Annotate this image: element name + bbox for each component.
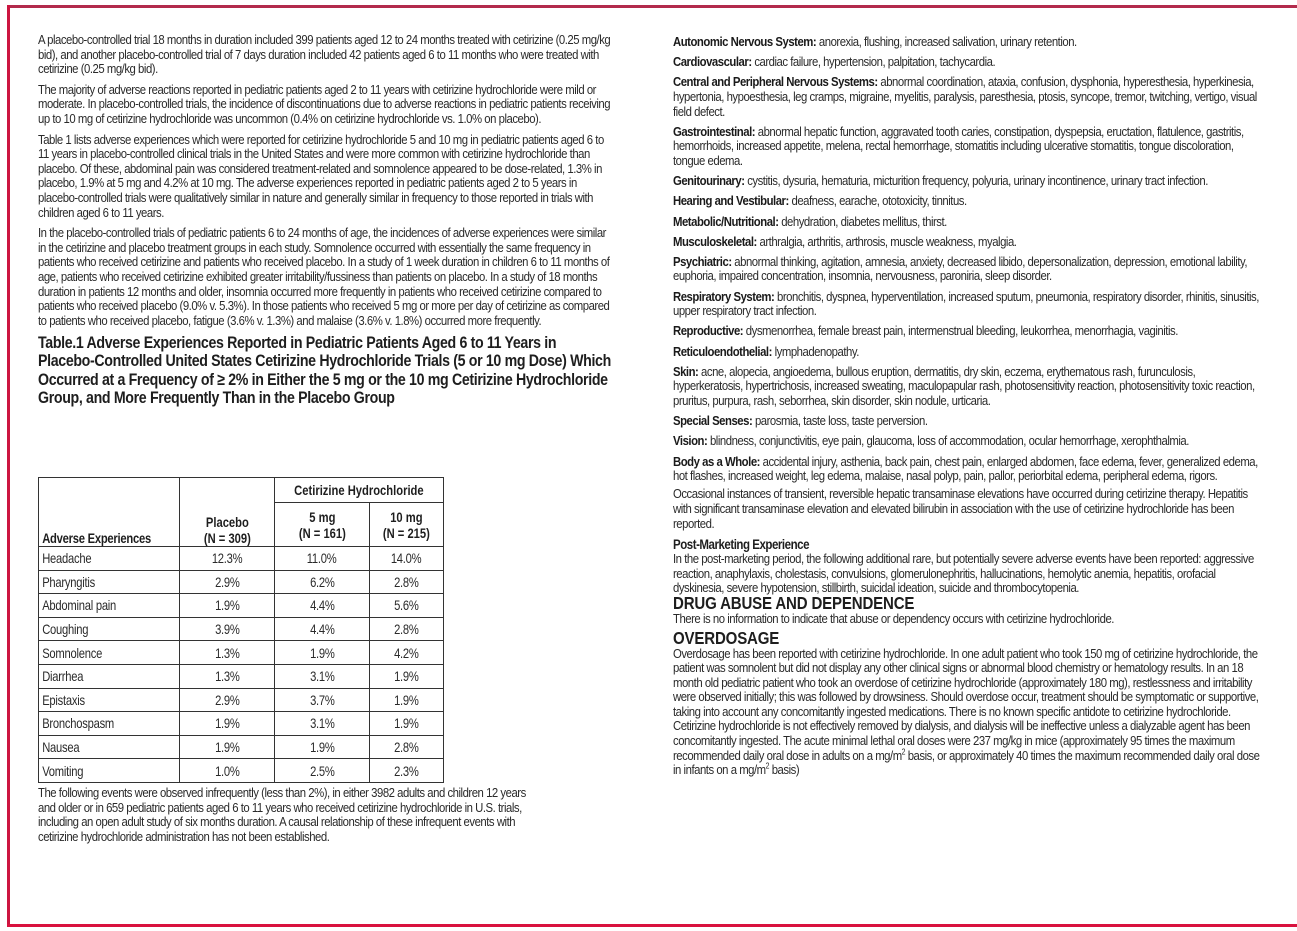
cell-placebo: 1.9%	[179, 712, 274, 736]
cell-5mg: 3.7%	[274, 688, 369, 712]
header-placebo: Placebo (N = 309)	[179, 478, 274, 547]
body-system-label: Body as a Whole:	[673, 453, 760, 469]
body-system-events: cystitis, dysuria, hematuria, micturition frequency, polyuria, urinary incontinence, urinary tract infection.	[744, 173, 1208, 189]
body-system-label: Special Senses:	[673, 413, 753, 429]
body-system-label: Gastrointestinal:	[673, 123, 756, 139]
cell-adverse-experience: Headache	[39, 547, 180, 571]
cell-5mg: 4.4%	[274, 617, 369, 641]
cell-5mg: 3.1%	[274, 712, 369, 736]
cell-5mg: 4.4%	[274, 594, 369, 618]
body-system-label: Reproductive:	[673, 323, 744, 339]
paragraph-table1-intro: Table 1 lists adverse experiences which were reported for cetirizine hydrochloride 5 and 10 mg in pediatric patients aged 6 to 11 years in placebo-controlled clinical trials in the United States and were more common with cetirizine hydrochloride than placebo. Of these, abdominal pain was considered treatment-related and somnolence appeared to be dose-related, 1.3% in placebo, 1.9% at 5 mg and 4.2% at 10 mg. The adverse experiences reported in pediatric patients aged 2 to 5 years in placebo-controlled trials were qualitatively similar in nature and generally similar in frequency to those reported in trials with children aged 6 to 11 years.	[38, 131, 604, 220]
cell-10mg: 1.9%	[369, 688, 443, 712]
body-system-events: abnormal coordination, ataxia, confusion, dysphonia, hyperesthesia, hyperkinesia, hypertonia, hypoesthesia, leg cramps, migraine, myelitis, paralysis, paresthesia, ptosis, syncope, tremor, twitching, vertigo, visual field defect.	[673, 74, 1257, 119]
cell-placebo: 1.3%	[179, 641, 274, 665]
table-row	[39, 759, 444, 783]
body-system-label: Hearing and Vestibular:	[673, 193, 789, 209]
table-row	[39, 712, 444, 736]
cell-10mg: 5.6%	[369, 594, 443, 618]
cell-placebo: 2.9%	[179, 570, 274, 594]
body-system-list	[673, 35, 1267, 484]
body-system-entry	[673, 434, 1267, 449]
cell-adverse-experience: Epistaxis	[39, 688, 180, 712]
body-system-label: Genitourinary:	[673, 173, 745, 189]
body-system-entry	[673, 75, 1267, 119]
cell-placebo: 1.0%	[179, 759, 274, 783]
body-system-label: Central and Peripheral Nervous Systems:	[673, 74, 878, 90]
post-marketing-heading: Post-Marketing Experience	[673, 537, 810, 553]
body-system-label: Metabolic/Nutritional:	[673, 213, 779, 229]
body-system-label: Musculoskeletal:	[673, 233, 757, 249]
table-row	[39, 547, 444, 571]
header-5mg: 5 mg (N = 161)	[274, 503, 369, 547]
infrequent-events-text: The following events were observed infrequently (less than 2%), in either 3982 adults and children 12 years and older or in 659 pediatric patients aged 6 to 11 years who received cetirizine hydrochloride in U.S. trials, including an open adult study of six months duration. A causal relationship of these infrequent events with cetirizine hydrochloride administration has not been established.	[38, 785, 526, 844]
body-system-entry	[673, 194, 1267, 209]
body-system-label: Skin:	[673, 363, 699, 379]
cell-10mg: 1.9%	[369, 712, 443, 736]
right-column	[673, 35, 1268, 784]
cell-adverse-experience: Coughing	[39, 617, 180, 641]
cell-5mg: 3.1%	[274, 664, 369, 688]
cell-5mg: 2.5%	[274, 759, 369, 783]
cell-placebo: 12.3%	[179, 547, 274, 571]
body-system-events: lymphadenopathy.	[771, 343, 859, 359]
table-row	[39, 594, 444, 618]
frame-left-border	[7, 5, 10, 927]
body-system-events: bronchitis, dyspnea, hyperventilation, increased sputum, pneumonia, respiratory disorder, rhinitis, sinusitis, upper respiratory tract infection.	[673, 288, 1259, 319]
cell-10mg: 2.3%	[369, 759, 443, 783]
body-system-events: abnormal hepatic function, aggravated tooth caries, constipation, dyspepsia, eructation, flatulence, gastritis, hemorrhoids, increased appetite, melena, rectal hemorrhage, stomatitis including ulcerative stomatitis, tongue discoloration, tongue edema.	[673, 123, 1244, 168]
cell-adverse-experience: Pharyngitis	[39, 570, 180, 594]
body-system-entry	[673, 255, 1267, 284]
cell-10mg: 2.8%	[369, 570, 443, 594]
body-system-label: Respiratory System:	[673, 288, 775, 304]
body-system-entry	[673, 125, 1267, 169]
overdosage-block	[673, 647, 1267, 778]
cell-5mg: 1.9%	[274, 641, 369, 665]
header-cetirizine-group: Cetirizine Hydrochloride	[274, 478, 443, 503]
table-row	[39, 688, 444, 712]
cell-adverse-experience: Vomiting	[39, 759, 180, 783]
body-system-label: Autonomic Nervous System:	[673, 34, 817, 49]
left-text-block	[38, 33, 612, 328]
cell-adverse-experience: Bronchospasm	[39, 712, 180, 736]
body-system-events: arthralgia, arthritis, arthrosis, muscle weakness, myalgia.	[756, 233, 1017, 249]
table-title: Table.1 Adverse Experiences Reported in Pediatric Patients Aged 6 to 11 Years in Placebo-Controlled United States Cetirizine Hydrochloride Trials (5 or 10 mg Dose) Which Occurred at a Frequency of ≥ 2% in Either the 5 mg or the 10 mg Cetirizine Hydrochloride Group, and More Frequently Than in the Placebo Group	[38, 334, 611, 407]
body-system-entry	[673, 324, 1267, 339]
table-row	[39, 641, 444, 665]
drug-abuse-block	[673, 612, 1267, 627]
overdosage-text: Overdosage has been reported with cetirizine hydrochloride. In one adult patient who took 150 mg of cetirizine hydrochloride, the patient was somnolent but did not display any other clinical signs or abnormal blood chemistry or hematology results. In an 18 month old pediatric patient who took an overdose of cetirizine hydrochloride (approximately 180 mg), restlessness and irritability were observed initially; this was followed by drowsiness. Should overdose occur, treatment should be symptomatic or supportive, taking into account any concomitantly ingested medications. There is no known specific antidote to cetirizine hydrochloride. Cetirizine hydrochloride is not effectively removed by dialysis, and dialysis will be ineffective unless a dialyzable agent has been concomitantly ingested. The acute minimal lethal oral doses were 237 mg/kg in mice (approximately 95 times the maximum recommended daily oral dose in adults on a $mg/m^2$ basis, or approximately 40 times the maximum recommended daily oral dose in infants on a $mg/m^2$ basis)	[673, 645, 1260, 778]
header-adverse-experiences: Adverse Experiences	[39, 478, 180, 547]
cell-10mg: 2.8%	[369, 617, 443, 641]
right-text-block	[673, 35, 1267, 596]
table-row	[39, 735, 444, 759]
cell-adverse-experience: Diarrhea	[39, 664, 180, 688]
table-row	[39, 664, 444, 688]
overdosage-heading: OVERDOSAGE	[673, 627, 780, 648]
cell-10mg: 2.8%	[369, 735, 443, 759]
paragraph-majority-mild: The majority of adverse reactions reported in pediatric patients aged 2 to 11 years with cetirizine hydrochloride were mild or moderate. In placebo-controlled trials, the incidence of discontinuations due to adverse reactions in pediatric patients receiving up to 10 mg of cetirizine hydrochloride was uncommon (0.4% on cetirizine hydrochloride vs. 1.0% on placebo).	[38, 81, 611, 126]
body-system-label: Vision:	[673, 433, 708, 449]
cell-adverse-experience: Abdominal pain	[39, 594, 180, 618]
body-system-events: acne, alopecia, angioedema, bullous eruption, dermatitis, dry skin, eczema, erythematous rash, furunculosis, hyperkeratosis, hypertrichosis, increased sweating, maculopapular rash, photosensitivity reaction, photosensitivity toxic reaction, pruritus, purpura, rash, seborrhea, skin disorder, skin nodule, urticaria.	[673, 363, 1255, 408]
drug-abuse-heading: DRUG ABUSE AND DEPENDENCE	[673, 592, 915, 613]
body-system-events: cardiac failure, hypertension, palpitation, tachycardia.	[751, 54, 996, 70]
body-system-label: Reticuloendothelial:	[673, 343, 772, 359]
left-column	[38, 32, 613, 844]
table-row	[39, 570, 444, 594]
body-system-entry	[673, 174, 1267, 189]
cell-5mg: 11.0%	[274, 547, 369, 571]
body-system-events: deafness, earache, ototoxicity, tinnitus.	[788, 193, 967, 209]
post-marketing-text: In the post-marketing period, the following additional rare, but potentially severe adverse events have been reported: aggressive reaction, anaphylaxis, cholestasis, convulsions, glomerulonephritis, hallucinations, hemolytic anemia, hepatitis, orofacial dyskinesia, severe hypotension, stillbirth, suicidal ideation, suicide and thrombocytopenia.	[673, 551, 1254, 596]
cell-placebo: 1.9%	[179, 735, 274, 759]
body-system-label: Psychiatric:	[673, 253, 732, 269]
cell-10mg: 4.2%	[369, 641, 443, 665]
body-system-events: blindness, conjunctivitis, eye pain, glaucoma, loss of accommodation, ocular hemorrhage, xerophthalmia.	[707, 433, 1189, 449]
body-system-entry	[673, 55, 1267, 70]
body-system-entry	[673, 235, 1267, 250]
body-system-events: dysmenorrhea, female breast pain, intermenstrual bleeding, leukorrhea, menorrhagia, vaginitis.	[743, 323, 1178, 339]
body-system-events: dehydration, diabetes mellitus, thirst.	[778, 213, 947, 229]
header-10mg: 10 mg (N = 215)	[369, 503, 443, 547]
body-system-label: Cardiovascular:	[673, 54, 752, 70]
cell-adverse-experience: Nausea	[39, 735, 180, 759]
frame-top-border	[8, 5, 1297, 8]
body-system-entry	[673, 290, 1267, 319]
cell-10mg: 14.0%	[369, 547, 443, 571]
hepatic-note: Occasional instances of transient, reversible hepatic transaminase elevations have occurred during cetirizine therapy. Hepatitis with significant transaminase elevation and elevated bilirubin in association with the use of cetirizine hydrochloride has been reported.	[673, 486, 1248, 531]
table-row	[39, 617, 444, 641]
body-system-events: accidental injury, asthenia, back pain, chest pain, enlarged abdomen, face edema, fever, generalized edema, hot flashes, increased weight, leg edema, malaise, nasal polyp, pain, pallor, periorbital edema, peripheral edema, rigors.	[673, 453, 1258, 484]
body-system-entry	[673, 414, 1267, 429]
paragraph-pediatric-trials: A placebo-controlled trial 18 months in duration included 399 patients aged 12 to 24 months treated with cetirizine (0.25 mg/kg bid), and another placebo-controlled trial of 7 days duration included 42 patients aged 6 to 11 months who were treated with cetirizine (0.25 mg/kg bid).	[38, 32, 611, 77]
body-system-events: parosmia, taste loss, taste perversion.	[752, 413, 928, 429]
cell-placebo: 3.9%	[179, 617, 274, 641]
body-system-entry	[673, 455, 1267, 484]
cell-5mg: 1.9%	[274, 735, 369, 759]
body-system-entry	[673, 345, 1267, 360]
cell-10mg: 1.9%	[369, 664, 443, 688]
body-system-entry	[673, 365, 1267, 409]
paragraph-6-24-months: In the placebo-controlled trials of pediatric patients 6 to 24 months of age, the incidences of adverse experiences were similar in the cetirizine and placebo treatment groups in each study. Somnolence occurred with essentially the same frequency in patients who received cetirizine and patients who received placebo. In a study of 1 week duration in children 6 to 11 months of age, patients who received cetirizine exhibited greater irritability/fussiness than patients on placebo. In a study of 18 months duration in patients 12 months and older, insomnia occurred more frequently in patients who received cetirizine compared to patients who received placebo (9.0% v. 5.3%). In those patients who received 5 mg or more per day of cetirizine as compared to patients who received placebo, fatigue (3.6% v. 1.3%) and malaise (3.6% v. 1.8%) occurred more frequently.	[38, 225, 610, 328]
cell-placebo: 1.9%	[179, 594, 274, 618]
drug-abuse-text: There is no information to indicate that abuse or dependency occurs with cetirizine hydrochloride.	[673, 610, 1114, 626]
body-system-events: anorexia, flushing, increased salivation, urinary retention.	[816, 34, 1077, 49]
infrequent-events-paragraph	[38, 786, 533, 850]
body-system-entry	[673, 215, 1267, 230]
adverse-experiences-table	[38, 477, 444, 783]
cell-adverse-experience: Somnolence	[39, 641, 180, 665]
body-system-events: abnormal thinking, agitation, amnesia, anxiety, decreased libido, depersonalization, depression, emotional lability, euphoria, impaired concentration, insomnia, nervousness, paroniria, sleep disorder.	[673, 253, 1248, 284]
table-header-row-1	[39, 478, 444, 503]
cell-5mg: 6.2%	[274, 570, 369, 594]
frame-bottom-border	[7, 924, 1297, 927]
cell-placebo: 1.3%	[179, 664, 274, 688]
cell-placebo: 2.9%	[179, 688, 274, 712]
body-system-entry	[673, 35, 1267, 50]
